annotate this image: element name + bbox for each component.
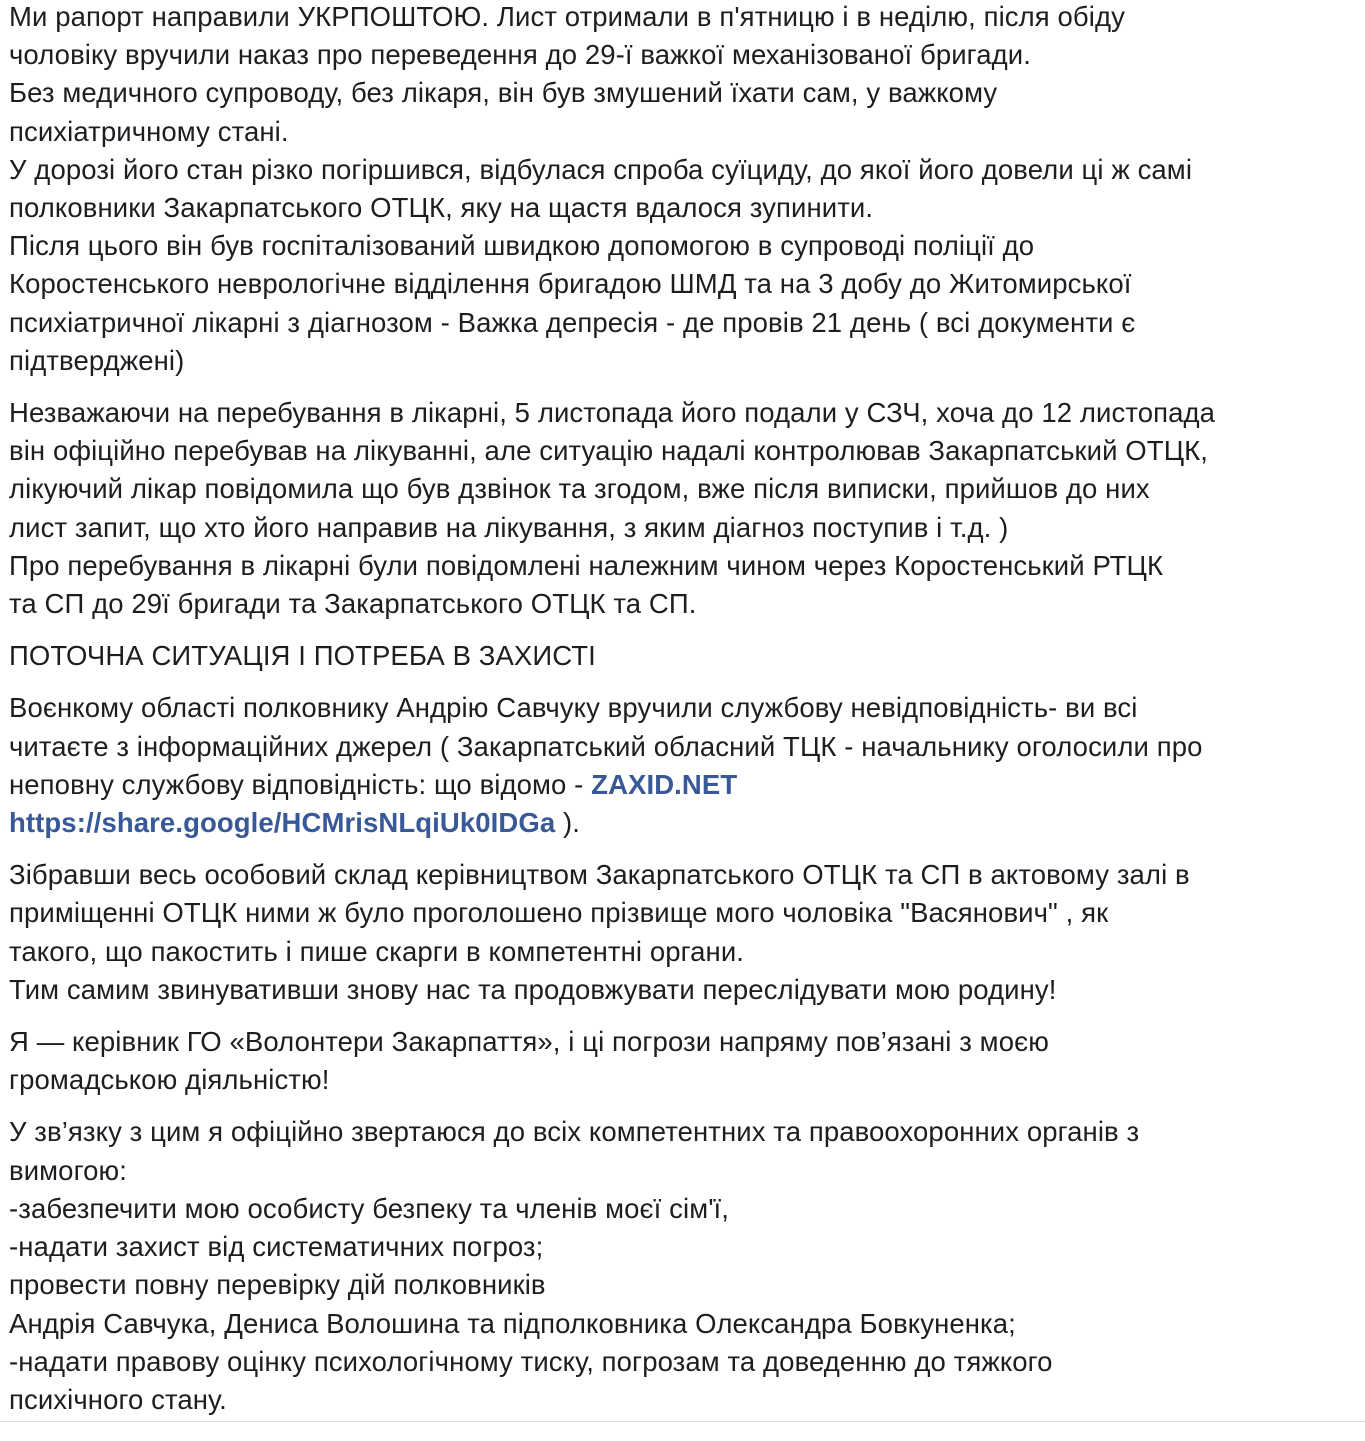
paragraph-demands — [9, 1113, 1361, 1419]
text-line: Після цього він був госпіталізований швидкою допомогою в супроводі поліції до — [9, 230, 1035, 262]
text-line: полковники Закарпатського ОТЦК, яку на щастя вдалося зупинити. — [9, 192, 874, 224]
text-line: Зібравши весь особовий склад керівництвом Закарпатського ОТЦК та СП в актовому залі в — [9, 859, 1190, 891]
text-segment: ). — [555, 807, 580, 839]
paragraph-szch-status — [9, 394, 1361, 623]
text-line: такого, що пакостить і пише скарги в компетентні органи. — [9, 935, 745, 967]
text-line: читаєте з інформаційних джерел ( Закарпатський обласний ТЦК - начальнику оголосили про — [9, 730, 1203, 762]
text-line: він офіційно перебував на лікуванні, але ситуацію надалі контролював Закарпатський ОТЦК, — [9, 435, 1208, 467]
text-line: громадською діяльністю! — [9, 1064, 330, 1096]
text-line — [9, 804, 1361, 842]
zaxid-net-link[interactable]: ZAXID.NET — [591, 768, 738, 800]
share-google-link[interactable]: https://share.google/HCMrisNLqiUk0IDGa — [9, 807, 556, 839]
text-line: та СП до 29ї бригади та Закарпатського ОТЦК та СП. — [9, 588, 697, 620]
text-line: Без медичного супроводу, без лікаря, він був змушений їхати сам, у важкому — [9, 77, 998, 109]
text-line: психіатричному стані. — [9, 115, 289, 147]
text-line: чоловіку вручили наказ про переведення до 29-ї важкої механізованої бригади. — [9, 39, 1031, 71]
section-heading — [9, 637, 1361, 675]
paragraph-meeting — [9, 856, 1361, 1009]
list-item: -надати захист від систематичних погроз; — [9, 1231, 544, 1263]
heading-current-situation: ПОТОЧНА СИТУАЦІЯ І ПОТРЕБА В ЗАХИСТІ — [9, 640, 596, 672]
paragraph-voenkom — [9, 689, 1361, 842]
text-line: приміщенні ОТЦК ними ж було проголошено прізвище мого чоловіка "Васянович" , як — [9, 897, 1109, 929]
text-line: Тим самим звинувативши знову нас та продовжувати переслідувати мою родину! — [9, 973, 1057, 1005]
paragraph-volunteers — [9, 1023, 1361, 1099]
text-line: Коростенського неврологічне відділення бригадою ШМД та на 3 добу до Житомирської — [9, 268, 1132, 300]
text-line: Незважаючи на перебування в лікарні, 5 листопада його подали у СЗЧ, хоча до 12 листопада — [9, 397, 1216, 429]
text-line — [9, 766, 1361, 804]
text-line: У зв’язку з цим я офіційно звертаюся до всіх компетентних та правоохоронних органів з — [9, 1116, 1140, 1148]
text-line: Я — керівник ГО «Волонтери Закарпаття», і ці погрози напряму пов’язані з моєю — [9, 1026, 1049, 1058]
text-line: Про перебування в лікарні були повідомлені належним чином через Коростенський РТЦК — [9, 549, 1164, 581]
text-line: Воєнкому області полковнику Андрію Савчуку вручили службову невідповідність- ви всі — [9, 692, 1138, 724]
text-line: лікуючий лікар повідомила що був дзвінок та згодом, вже після виписки, прийшов до них — [9, 473, 1150, 505]
text-line: Ми рапорт направили УКРПОШТОЮ. Лист отримали в п'ятницю і в неділю, після обіду — [9, 1, 1125, 32]
text-line: лист запит, що хто його направив на лікування, з яким діагноз поступив і т.д. ) — [9, 511, 1009, 543]
list-item: психічного стану. — [9, 1383, 227, 1415]
text-line: підтверджені) — [9, 344, 185, 376]
text-line: психіатричної лікарні з діагнозом - Важка депресія - де провів 21 день ( всі документи є — [9, 306, 1136, 338]
text-segment: неповну службову відповідність: що відомо - — [9, 768, 592, 800]
divider — [0, 1421, 1365, 1422]
text-line: вимогою: — [9, 1154, 127, 1186]
paragraph-report-and-hospitalization — [9, 0, 1361, 380]
list-item: провести повну перевірку дій полковників — [9, 1269, 546, 1301]
post-body — [9, 0, 1361, 1433]
list-item: -забезпечити мою особисту безпеку та членів моєї сім'ї, — [9, 1192, 730, 1224]
list-item: Андрія Савчука, Дениса Волошина та підполковника Олександра Бовкуненка; — [9, 1307, 1016, 1339]
text-line: У дорозі його стан різко погіршився, відбулася спроба суїциду, до якої його довели ці ж самі — [9, 153, 1193, 185]
list-item: -надати правову оцінку психологічному тиску, погрозам та доведенню до тяжкого — [9, 1345, 1053, 1377]
